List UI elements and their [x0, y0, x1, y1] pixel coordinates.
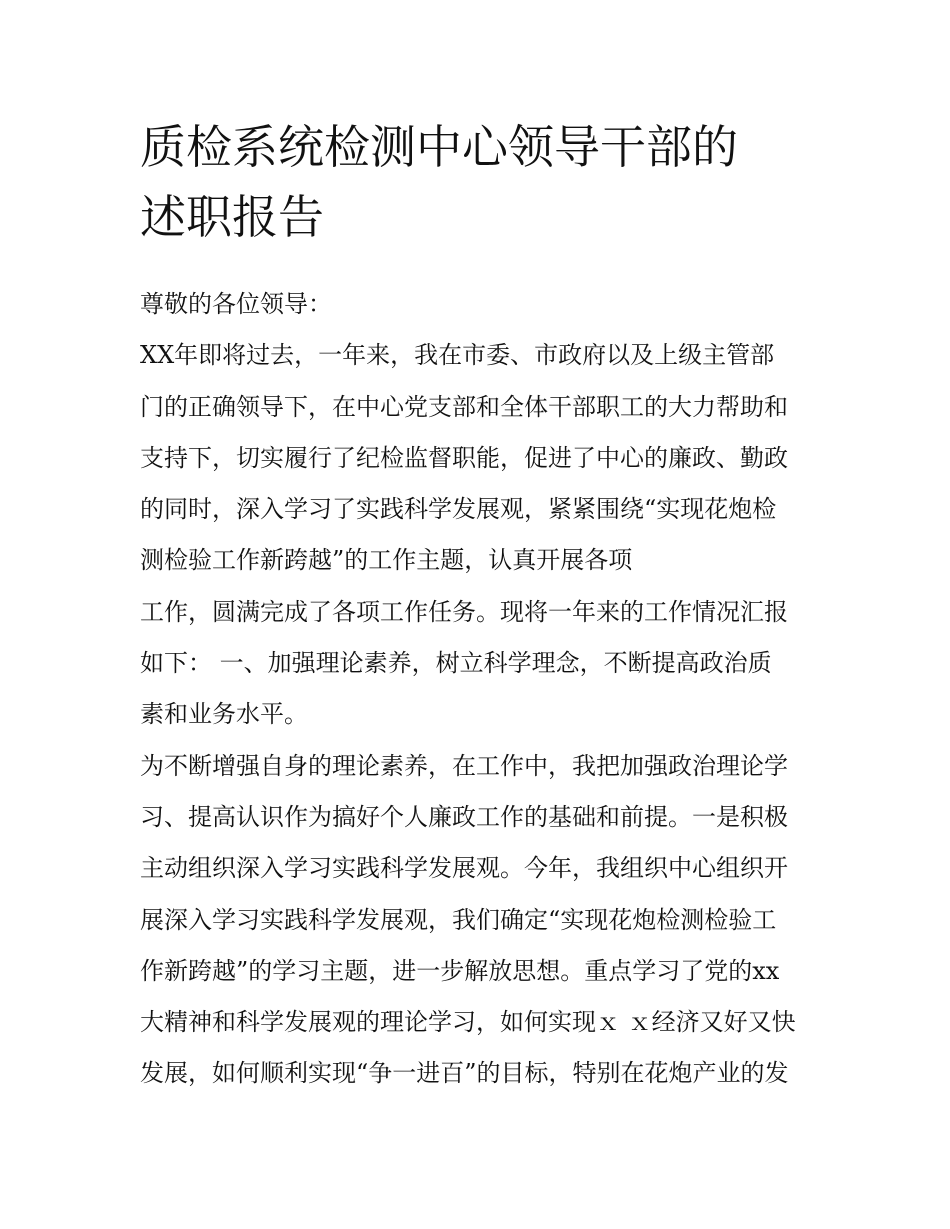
- body-line: 主动组织深入学习实践科学发展观。今年，我组织中心组织开: [140, 854, 788, 883]
- body-line: 作新跨越”的学习主题，进一步解放思想。重点学习了党的xx: [140, 956, 780, 985]
- body-line: 测检验工作新跨越”的工作主题，认真开展各项: [140, 546, 633, 575]
- body-line: 门的正确领导下，在中心党支部和全体干部职工的大力帮助和: [140, 392, 788, 421]
- body-line: 大精神和科学发展观的理论学习，如何实现ｘ ｘ经济又好又快: [140, 1008, 796, 1037]
- body-line: 为不断增强自身的理论素养，在工作中，我把加强政治理论学: [140, 751, 788, 780]
- title-line: 质检系统检测中心领导干部的: [140, 120, 738, 174]
- body-line: 支持下，切实履行了纪检监督职能，促进了中心的廉政、勤政: [140, 443, 788, 472]
- body-line: 素和业务水平。: [140, 700, 308, 729]
- document-title: [140, 112, 820, 252]
- document-body: [140, 279, 830, 1100]
- body-line: 习、提高认识作为搞好个人廉政工作的基础和前提。一是积极: [140, 802, 788, 831]
- body-line: 如下： 一、加强理论素养，树立科学理念，不断提高政治质: [140, 649, 772, 678]
- salutation: 尊敬的各位领导：: [140, 290, 332, 318]
- body-line: 工作，圆满完成了各项工作任务。现将一年来的工作情况汇报: [140, 597, 788, 626]
- title-line: 述职报告: [140, 190, 324, 244]
- body-line: XX年即将过去，一年来，我在市委、市政府以及上级主管部: [140, 341, 775, 370]
- body-line: 展深入学习实践科学发展观，我们确定“实现花炮检测检验工: [140, 905, 777, 934]
- body-line: 发展，如何顺利实现“争一进百”的目标，特别在花炮产业的发: [140, 1059, 789, 1088]
- body-line: 的同时，深入学习了实践科学发展观，紧紧围绕“实现花炮检: [140, 495, 777, 524]
